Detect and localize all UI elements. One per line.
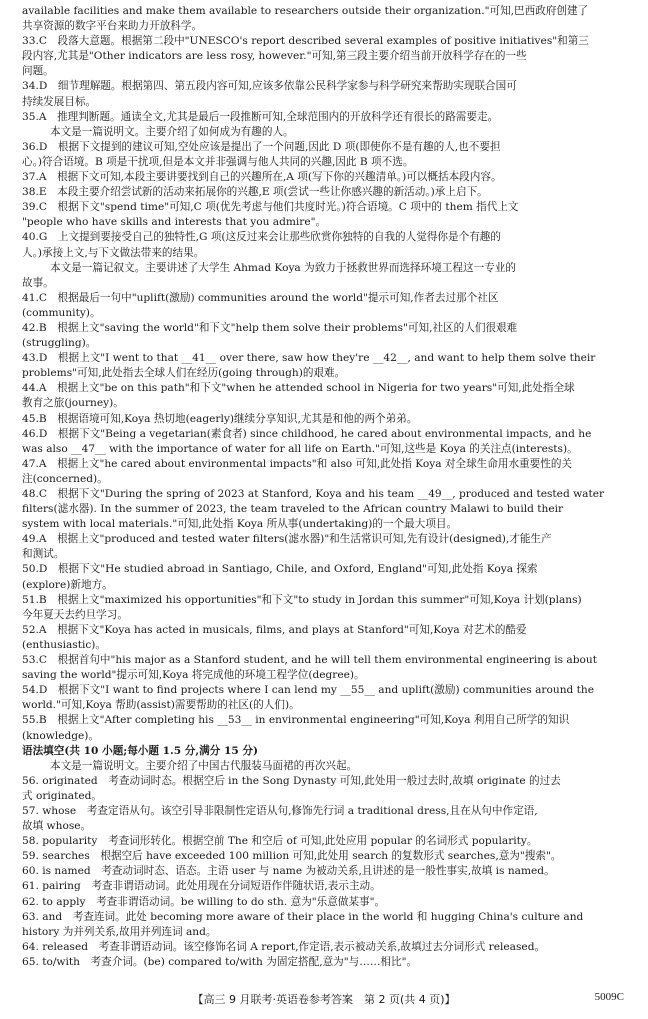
text-line: 44.A 根据上文"be on this path"和下文"when he attended school in Nigeria for two years"可知,此处指全球 bbox=[22, 382, 575, 395]
text-line: 64. released 考查非谓语动词。该空修饰名词 A report,作定语,表示被动关系,故填过去分词形式 released。 bbox=[22, 940, 546, 953]
text-line: 40.G 上文提到要接受自己的独特性,G 项(这反过来会让那些欣赏你独特的自我的人觉得你是个有趣的 bbox=[22, 231, 501, 244]
text-line: 今年夏天去约旦学习。 bbox=[22, 608, 128, 621]
text-line: 54.D 根据下文"I want to find projects where I can lend my __55__ and uplift(激励) communities around the bbox=[22, 684, 595, 697]
text-line: 本文是一篇说明文。主要介绍了中国古代服装马面裙的再次兴起。 bbox=[50, 759, 358, 772]
text-line: 注(concerned)。 bbox=[22, 472, 108, 485]
text-line: 46.D 根据下文"Being a vegetarian(素食者) since childhood, he cared about environmental impacts, and he bbox=[22, 427, 592, 440]
text-line: 58. popularity 考查词形转化。根据空前 The 和空后 of 可知,此处应用 popular 的名词形式 popularity。 bbox=[22, 835, 538, 848]
text-line: (enthusiastic)。 bbox=[22, 638, 107, 651]
text-line: history 为并列关系,故用并列连词 and。 bbox=[22, 925, 217, 938]
text-line: 52.A 根据下文"Koya has acted in musicals, films, and plays at Stanford"可知,Koya 对艺术的酷爱 bbox=[22, 623, 527, 636]
text-line: problems"可知,此处指去全球人们在经历(going through)的艰难。 bbox=[22, 367, 346, 380]
text-line: 教育之旅(journey)。 bbox=[22, 397, 124, 410]
text-line: 43.D 根据上文"I went to that __41__ over there, saw how they're __42__, and want to help them solve their bbox=[22, 352, 596, 365]
text-line: 38.E 本段主要介绍尝试新的活动来拓展你的兴趣,E 项(尝试一些让你感兴趣的新活动。)承上启下。 bbox=[22, 186, 488, 199]
text-line: filters(滤水器). In the summer of 2023, the team traveled to the African country Malawi to build their bbox=[22, 503, 564, 516]
text-line: 心。)符合语境。B 项是干扰项,但是本文并非强调与他人共同的兴趣,因此 B 项不选。 bbox=[22, 155, 414, 168]
text-line: 51.B 根据上文"maximized his opportunities"和下文"to study in Jordan this summer"可知,Koya 计划(plans) bbox=[22, 593, 582, 606]
text-line: (community)。 bbox=[22, 306, 101, 319]
text-line: 37.A 根据下文可知,本段主要讲要找到自己的兴趣所在,A 项(写下你的兴趣清单。)可以概括本段内容。 bbox=[22, 171, 502, 184]
text-line: (struggling)。 bbox=[22, 337, 97, 350]
text-line: 和测试。 bbox=[22, 548, 65, 561]
answer-key-body bbox=[22, 4, 634, 970]
text-line: 35.A 推理判断题。通读全文,尤其是最后一段推断可知,全球范围内的开放科学还有很长的路需要走。 bbox=[22, 110, 499, 123]
text-line: 本文是一篇说明文。主要介绍了如何成为有趣的人。 bbox=[50, 125, 294, 138]
text-line: 人。)承接上文,与下文做法带来的结果。 bbox=[22, 246, 205, 259]
text-line: was also __47__ with the importance of water for all life on Earth."可知,这些是 Koya 的关注点(interests)。 bbox=[22, 442, 578, 455]
text-line: 共享资源的数字平台来助力开放科学。 bbox=[22, 20, 203, 33]
text-line: 60. is named 考查动词时态、语态。主语 user 与 name 为被动关系,且讲述的是一般性事实,故填 is named。 bbox=[22, 865, 555, 878]
text-line: 式 originated。 bbox=[22, 789, 103, 802]
text-line: world."可知,Koya 帮助(assist)需要帮助的社区(的人们)。 bbox=[22, 699, 300, 712]
text-line: 49.A 根据上文"produced and tested water filters(滤水器)"和生活常识可知,先有设计(designed),才能生产 bbox=[22, 533, 552, 546]
text-line: (knowledge)。 bbox=[22, 729, 100, 742]
text-line: 34.D 细节理解题。根据第四、第五段内容可知,应该多依靠公民科学家参与科学研究来帮助实现联合国可 bbox=[22, 80, 517, 93]
page-footer bbox=[0, 991, 648, 1007]
text-line: 39.C 根据下文"spend time"可知,C 项(优先考虑与他们共度时光。)符合语境。C 项中的 them 指代上文 bbox=[22, 201, 519, 214]
text-line: 本文是一篇记叙文。主要讲述了大学生 Ahmad Koya 为致力于拯救世界而选择环境工程这一专业的 bbox=[50, 261, 516, 274]
text-line: available facilities and make them available to researchers outside their organization."可知,巴西政府创建了 bbox=[22, 5, 589, 17]
text-line: "people who have skills and interests that you admire"。 bbox=[22, 216, 327, 229]
document-code: 5009C bbox=[594, 991, 624, 1003]
text-line: 62. to apply 考查非谓语动词。be willing to do sth. 意为"乐意做某事"。 bbox=[22, 895, 386, 908]
text-line: 36.D 根据下文提到的建议可知,空处应该是提出了一个问题,因此 D 项(即使你不是有趣的人,也不要担 bbox=[22, 140, 501, 153]
text-line: 故填 whose。 bbox=[22, 820, 92, 833]
text-line: 41.C 根据最后一句中"uplift(激励) communities around the world"提示可知,作者去过那个社区 bbox=[22, 291, 499, 304]
text-line: system with local materials."可知,此处指 Koya 所从事(undertaking)的一个最大项目。 bbox=[22, 518, 458, 531]
text-line: 47.A 根据上文"he cared about environmental impacts"和 also 可知,此处指 Koya 对全球生命用水重要性的关 bbox=[22, 457, 573, 470]
text-line: saving the world"提示可知,Koya 将完成他的环境工程学位(degree)。 bbox=[22, 669, 365, 682]
text-line: 42.B 根据上文"saving the world"和下文"help them solve their problems"可知,社区的人们很艰难 bbox=[22, 321, 518, 334]
text-line: 53.C 根据首句中"his major as a Stanford student, and he will tell them environmental engineering is about bbox=[22, 654, 597, 667]
footer-label: 【高三 9 月联考·英语卷参考答案 第 2 页(共 4 页)】 bbox=[192, 993, 456, 1006]
text-line: 33.C 段落大意题。根据第二段中"UNESCO's report described several examples of positive initiatives"和第三 bbox=[22, 35, 589, 48]
text-line: 段内容,尤其是"Other indicators are less rosy, however."可知,第三段主要介绍当前开放科学存在的一些 bbox=[22, 50, 527, 63]
text-line: 问题。 bbox=[22, 65, 54, 78]
text-line: 55.B 根据上文"After completing his __53__ in environmental engineering"可知,Koya 利用自己所学的知识 bbox=[22, 714, 570, 727]
text-line: 63. and 考查连词。此处 becoming more aware of their place in the world 和 hugging China's culture and bbox=[22, 910, 584, 923]
text-line: 65. to/with 考查介词。(be) compared to/with 为固定搭配,意为"与……相比"。 bbox=[22, 955, 418, 968]
section-heading: 语法填空(共 10 小题;每小题 1.5 分,满分 15 分) bbox=[22, 744, 258, 757]
text-line: 48.C 根据下文"During the spring of 2023 at Stanford, Koya and his team __49__, produced and tested water bbox=[22, 488, 605, 500]
text-line: 57. whose 考查定语从句。该空引导非限制性定语从句,修饰先行词 a traditional dress,且在从句中作定语, bbox=[22, 804, 538, 817]
text-line: 持续发展目标。 bbox=[22, 95, 97, 108]
text-line: 50.D 根据下文"He studied abroad in Santiago, Chile, and Oxford, England"可知,此处指 Koya 探索 bbox=[22, 563, 538, 576]
text-line: 故事。 bbox=[22, 276, 54, 289]
text-line: 56. originated 考查动词时态。根据空后 in the Song Dynasty 可知,此处用一般过去时,故填 originate 的过去 bbox=[22, 774, 561, 787]
text-line: 61. pairing 考查非谓语动词。此处用现在分词短语作伴随状语,表示主动。 bbox=[22, 880, 381, 893]
text-line: 59. searches 根据空后 have exceeded 100 million 可知,此处用 search 的复数形式 searches,意为"搜索"。 bbox=[22, 850, 562, 863]
text-line: 45.B 根据语境可知,Koya 热切地(eagerly)继续分享知识,尤其是和他的两个弟弟。 bbox=[22, 412, 418, 425]
text-line: (explore)新地方。 bbox=[22, 578, 113, 591]
